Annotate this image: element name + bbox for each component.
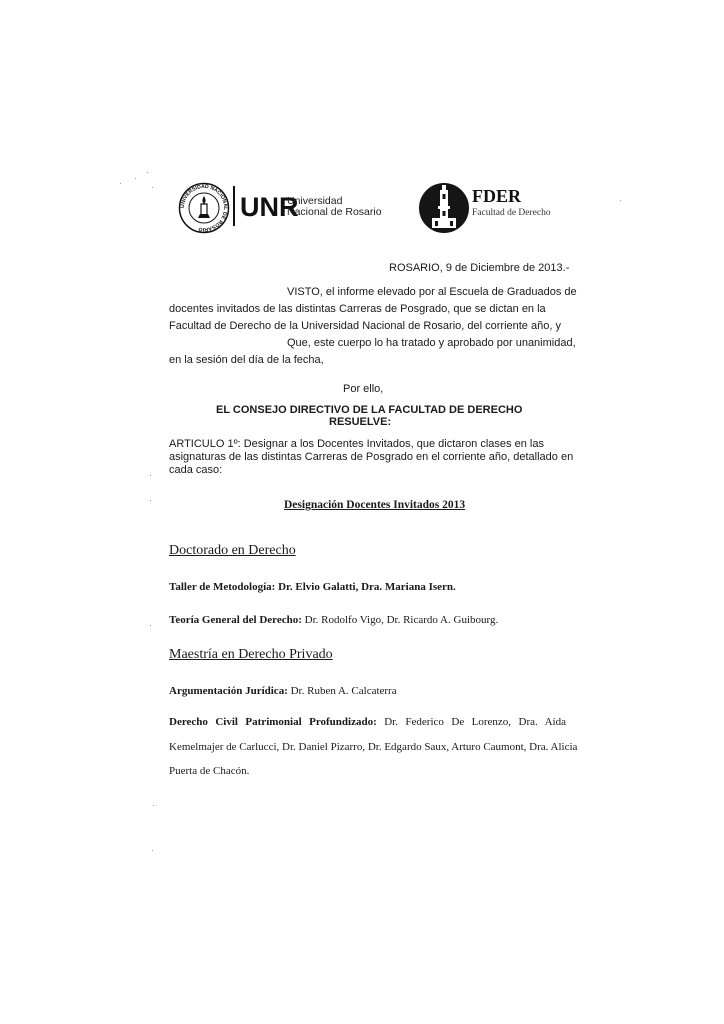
articulo-line-3: cada caso: [169, 464, 223, 476]
item-taller-metodologia [169, 581, 456, 594]
scan-speck [152, 850, 153, 851]
scan-speck [150, 475, 151, 476]
unr-acronym: UNR [240, 192, 299, 222]
item-subject: Teoría General del Derecho: [169, 614, 302, 626]
unr-name-line2: Nacional de Rosario [287, 206, 382, 218]
scan-speck [153, 805, 154, 806]
visto-line-1: VISTO, el informe elevado por al Escuela de Graduados de [287, 286, 577, 298]
resuelve-heading: RESUELVE: [329, 416, 392, 428]
articulo-line-1: ARTICULO 1º: Designar a los Docentes Invitados, que dictaron clases en las [169, 438, 544, 450]
visto-line-2: docentes invitados de las distintas Carreras de Posgrado, que se dictan en la [169, 303, 546, 315]
fder-full-name: Facultad de Derecho [472, 208, 551, 218]
unr-name-line1: Universidad [287, 195, 343, 207]
item-derecho-civil-continuation-2: Puerta de Chacón. [169, 765, 250, 777]
scan-speck [150, 500, 151, 501]
que-line-2: en la sesión del día de la fecha, [169, 354, 324, 366]
document-date: ROSARIO, 9 de Diciembre de 2013.- [389, 262, 570, 274]
scan-speck [120, 183, 121, 184]
articulo-line-2: asignaturas de las distintas Carreras de Posgrado en el corriente año, detallado en [169, 451, 574, 463]
visto-line-3: Facultad de Derecho de la Universidad Nacional de Rosario, del corriente año, y [169, 320, 561, 332]
unr-seal-text: UNIVERSIDAD NACIONAL DE ROSARIO [179, 183, 229, 233]
item-derecho-civil-continuation-1: Kemelmajer de Carlucci, Dr. Daniel Pizarro, Dr. Edgardo Saux, Arturo Caumont, Dra. Alicia [169, 741, 578, 753]
section-heading-maestria: Maestría en Derecho Privado [169, 647, 333, 662]
scan-speck [147, 172, 148, 173]
scan-speck [152, 187, 153, 188]
scan-speck [620, 200, 621, 201]
item-teoria-general [169, 614, 498, 627]
section-heading-doctorado: Doctorado en Derecho [169, 543, 296, 558]
item-subject: Derecho Civil Patrimonial Profundizado: [169, 716, 377, 728]
unr-full-name [287, 196, 382, 218]
designation-title: Designación Docentes Invitados 2013 [284, 499, 466, 511]
item-teachers: Dr. Elvio Galatti, Dra. Mariana Isern. [275, 581, 456, 593]
unr-seal-logo [178, 182, 230, 234]
item-argumentacion-juridica [169, 685, 397, 698]
item-derecho-civil [169, 716, 566, 729]
item-subject: Taller de Metodología: [169, 581, 276, 593]
item-subject: Argumentación Jurídica: [169, 685, 288, 697]
scan-speck [150, 625, 151, 626]
que-line-1: Que, este cuerpo lo ha tratado y aprobado por unanimidad, [287, 337, 576, 349]
item-teachers: Dr. Ruben A. Calcaterra [287, 685, 397, 697]
unr-divider [233, 186, 235, 226]
por-ello: Por ello, [343, 383, 384, 395]
fder-acronym: FDER [472, 186, 521, 206]
item-teachers: Dr. Federico De Lorenzo, Dra. Aída [376, 716, 566, 728]
council-heading: EL CONSEJO DIRECTIVO DE LA FACULTAD DE DERECHO [216, 404, 523, 416]
item-teachers: Dr. Rodolfo Vigo, Dr. Ricardo A. Guibourg. [301, 614, 499, 626]
scan-speck [135, 178, 136, 179]
fder-tower-emblem [418, 180, 470, 236]
